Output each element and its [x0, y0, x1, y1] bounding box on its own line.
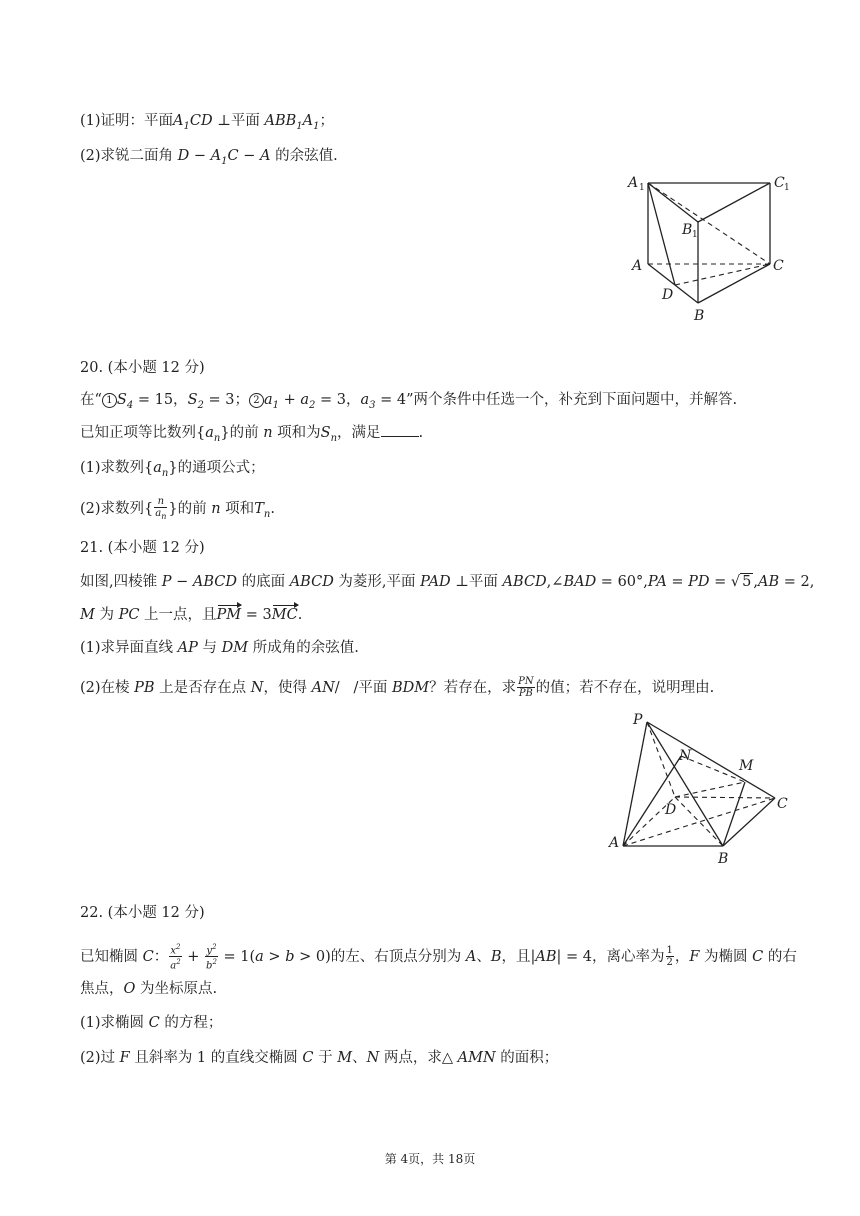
- label-C: C: [773, 258, 784, 274]
- q21-line1: 如图,四棱锥 P − ABCD 的底面 ABCD 为菱形,平面 PAD ⊥平面 ABCD,∠BAD = 60°,PA = PD = √ 5 ,AB = 2,: [80, 574, 815, 590]
- label-A1-sub: 1: [639, 183, 645, 193]
- label-M: M: [739, 758, 754, 774]
- label-B1-sub: 1: [692, 230, 698, 240]
- label-C1: C: [774, 175, 785, 191]
- label-A: A: [609, 835, 620, 851]
- q21-line2: M 为 PC 上一点，且PM = 3MC.: [80, 607, 303, 623]
- q19-part1: (1)证明：平面$A_1CD$ ⊥平面 $ABB_1A_1$；: [80, 113, 335, 132]
- label-P: P: [633, 712, 643, 728]
- q22-part1: (1)求椭圆 C 的方程；: [80, 1015, 223, 1031]
- label-C: C: [777, 796, 788, 812]
- label-B: B: [694, 308, 705, 324]
- q20-part2: (2)求数列{ $\frac{n}{a_n}$ }的前 n 项和$T_n$.: [80, 496, 275, 521]
- label-B1: B: [682, 222, 693, 238]
- q20-line1: 在“ 1 $S_4 = 15$，$S_2 = 3$； 2 $a_1 + a_2 = 3$，$a_3 = 4$”两个条件中任选一个，补充到下面问题中，并解答.: [80, 392, 738, 411]
- label-C1-sub: 1: [784, 183, 790, 193]
- label-D: D: [662, 287, 674, 303]
- q22-line2: 焦点，O 为坐标原点.: [80, 981, 218, 997]
- q20-header: 20. (本小题 12 分): [80, 360, 205, 376]
- label-A: A: [632, 258, 643, 274]
- q21-header: 21. (本小题 12 分): [80, 540, 205, 556]
- q22-part2: (2)过 F 且斜率为 1 的直线交椭圆 C 于 M、N 两点，求△ AMN 的面积；: [80, 1050, 559, 1066]
- q19-part2: (2)求锐二面角 $D - A_1C - A$ 的余弦值.: [80, 148, 338, 167]
- q20-line2: 已知正项等比数列$\{a_n\}$的前 n 项和为$S_n$，满足 .: [80, 425, 424, 444]
- q22-header: 22. (本小题 12 分): [80, 905, 205, 921]
- pyramid-figure: [605, 706, 805, 870]
- page-footer: 第 4页，共 18页: [384, 1152, 476, 1166]
- label-N: N: [679, 748, 692, 764]
- q20-part1: (1)求数列$\{a_n\}$的通项公式；: [80, 460, 265, 479]
- q22-line1: 已知椭圆 C： $\frac{x^2}{a^2}$ + $\frac{y^2}{b^2}$ = 1(a > b > 0)的左、右顶点分别为 A、B，且|AB| = 4，离心率为 $\frac{1}{2}$ ，F 为椭圆 C 的右: [80, 943, 797, 972]
- label-D: D: [665, 802, 677, 818]
- label-B: B: [718, 851, 729, 867]
- q21-part1: (1)求异面直线 AP 与 DM 所成角的余弦值.: [80, 640, 359, 656]
- prism-figure: [622, 168, 802, 328]
- q21-part2: (2)在棱 PB 上是否存在点 N，使得 AN/ /平面 BDM？若存在，求 $\frac{PN}{PB}$ 的值；若不存在，说明理由.: [80, 676, 715, 699]
- label-A1: A: [628, 175, 639, 191]
